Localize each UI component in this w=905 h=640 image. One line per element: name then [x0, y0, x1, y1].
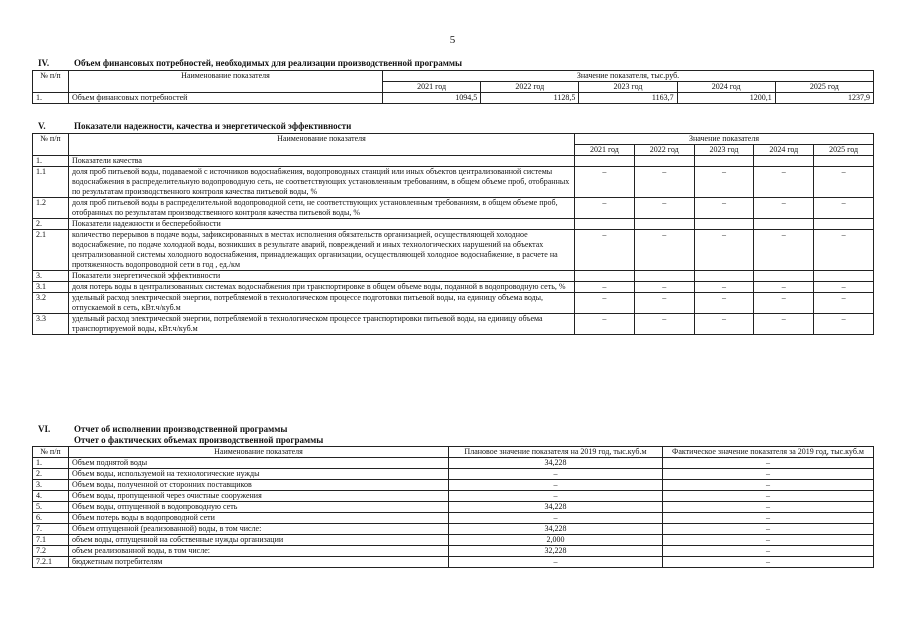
row-value-empty	[575, 219, 635, 230]
row-value: –	[694, 314, 754, 335]
group-name: Показатели надежности и бесперебойности	[69, 219, 575, 230]
table-row	[33, 230, 874, 271]
row-name: Объем поднятой воды	[69, 458, 449, 469]
row-name: доля потерь воды в централизованных системах водоснабжения при транспортировке в общем объеме воды, поданной в водопроводную сеть, %	[69, 282, 575, 293]
row-plan: 32,228	[449, 546, 663, 557]
row-num: 7.	[33, 524, 69, 535]
row-num: 2.1	[33, 230, 69, 271]
table-row	[33, 156, 874, 167]
row-num: 3.	[33, 480, 69, 491]
row-plan: –	[449, 557, 663, 568]
row-name: доля проб питьевой воды в распределительной водопроводной сети, не соответствующих установленным требованиям, в общем объеме проб, отобранных по результатам производственного контроля качества питьевой воды, %	[69, 198, 575, 219]
row-num: 1.1	[33, 167, 69, 198]
row-value-empty	[754, 219, 814, 230]
table-row	[33, 513, 874, 524]
row-value: 1200,1	[677, 93, 775, 104]
row-value-empty	[694, 219, 754, 230]
row-fact: –	[663, 502, 874, 513]
row-fact: –	[663, 469, 874, 480]
year-header: 2023 год	[694, 145, 754, 156]
row-value-empty	[814, 156, 874, 167]
row-value: –	[754, 314, 814, 335]
section6-subtitle: Отчет о фактических объемах производственной программы	[74, 435, 324, 445]
s6-col-num: № п/п	[33, 447, 69, 458]
table-row	[33, 282, 874, 293]
row-value: –	[575, 167, 635, 198]
row-num: 2.	[33, 469, 69, 480]
row-num: 1.	[33, 458, 69, 469]
row-plan: –	[449, 469, 663, 480]
row-value: –	[634, 167, 694, 198]
row-name: Объем потерь воды в водопроводной сети	[69, 513, 449, 524]
row-fact: –	[663, 524, 874, 535]
section6-title: VI. Отчет об исполнении производственной программы	[38, 424, 288, 434]
row-num: 3.3	[33, 314, 69, 335]
table-row	[33, 293, 874, 314]
row-name: удельный расход электрической энергии, потребляемой в технологическом процессе подготовки питьевой воды, на единицу объема воды, отпускаемой в сеть, кВт.ч/куб.м	[69, 293, 575, 314]
s4-col-value: Значение показателя, тыс.руб.	[383, 71, 874, 82]
row-value-empty	[814, 271, 874, 282]
row-value: –	[754, 230, 814, 271]
s4-col-name: Наименование показателя	[69, 71, 383, 93]
table-row	[33, 557, 874, 568]
row-name: Объем финансовых потребностей	[69, 93, 383, 104]
row-num: 3.2	[33, 293, 69, 314]
table-row	[33, 93, 874, 104]
row-value: –	[575, 198, 635, 219]
row-value: –	[634, 198, 694, 219]
year-header: 2025 год	[814, 145, 874, 156]
s5-col-value: Значение показателя	[575, 134, 874, 145]
s6-col-plan: Плановое значение показателя на 2019 год, тыс.куб.м	[449, 447, 663, 458]
row-value: –	[575, 314, 635, 335]
row-value-empty	[694, 156, 754, 167]
row-value: –	[694, 167, 754, 198]
row-name: удельный расход электрической энергии, потребляемой в технологическом процессе транспортировки питьевой воды, на единицу объема транспортируемой воды, кВт.ч/куб.м	[69, 314, 575, 335]
s5-col-num: № п/п	[33, 134, 69, 156]
year-header: 2022 год	[634, 145, 694, 156]
table-row	[33, 458, 874, 469]
row-fact: –	[663, 491, 874, 502]
year-header: 2024 год	[677, 82, 775, 93]
row-fact: –	[663, 513, 874, 524]
row-value: 1094,5	[383, 93, 481, 104]
row-num: 3.1	[33, 282, 69, 293]
row-value: –	[575, 282, 635, 293]
group-name: Показатели качества	[69, 156, 575, 167]
row-value-empty	[634, 271, 694, 282]
row-fact: –	[663, 546, 874, 557]
row-value: –	[634, 293, 694, 314]
table-row	[33, 219, 874, 230]
row-value: –	[814, 167, 874, 198]
row-num: 1.	[33, 93, 69, 104]
row-fact: –	[663, 535, 874, 546]
row-plan: –	[449, 513, 663, 524]
row-plan: –	[449, 480, 663, 491]
row-plan: –	[449, 491, 663, 502]
year-header: 2025 год	[775, 82, 873, 93]
row-value-empty	[575, 156, 635, 167]
row-fact: –	[663, 557, 874, 568]
row-value: 1237,9	[775, 93, 873, 104]
group-name: Показатели энергетической эффективности	[69, 271, 575, 282]
row-value: 1163,7	[579, 93, 677, 104]
row-value-empty	[754, 156, 814, 167]
row-name: объем реализованной воды, в том числе:	[69, 546, 449, 557]
s6-col-fact: Фактическое значение показателя за 2019 год, тыс.куб.м	[663, 447, 874, 458]
row-name: Объем воды, пропущенной через очистные сооружения	[69, 491, 449, 502]
row-value: –	[634, 282, 694, 293]
row-value: –	[694, 282, 754, 293]
year-header: 2021 год	[383, 82, 481, 93]
row-value: –	[754, 167, 814, 198]
row-num: 5.	[33, 502, 69, 513]
page-number: 5	[449, 34, 456, 46]
row-value: –	[754, 293, 814, 314]
row-num: 1.	[33, 156, 69, 167]
row-value-empty	[694, 271, 754, 282]
row-value-empty	[634, 156, 694, 167]
row-plan: 34,228	[449, 502, 663, 513]
row-value-empty	[575, 271, 635, 282]
section6-table	[32, 446, 874, 568]
row-value: –	[814, 282, 874, 293]
row-value: –	[694, 293, 754, 314]
row-name: Объем воды, полученной от сторонних поставщиков	[69, 480, 449, 491]
table-row	[33, 167, 874, 198]
row-name: объем воды, отпущенной на собственные нужды организации	[69, 535, 449, 546]
row-plan: 2,000	[449, 535, 663, 546]
table-row	[33, 469, 874, 480]
row-value: –	[814, 230, 874, 271]
row-value: –	[634, 230, 694, 271]
row-name: бюджетным потребителям	[69, 557, 449, 568]
row-num: 7.2	[33, 546, 69, 557]
row-name: Объем воды, отпущенной в водопроводную сеть	[69, 502, 449, 513]
row-value: 1128,5	[481, 93, 579, 104]
table-row	[33, 271, 874, 282]
s4-col-num: № п/п	[33, 71, 69, 93]
row-value-empty	[814, 219, 874, 230]
row-fact: –	[663, 480, 874, 491]
row-fact: –	[663, 458, 874, 469]
row-plan: 34,228	[449, 458, 663, 469]
year-header: 2021 год	[575, 145, 635, 156]
row-value: –	[754, 198, 814, 219]
row-name: доля проб питьевой воды, подаваемой с источников водоснабжения, водопроводных станций или иных объектов централизованной системы водоснабжения в распределительную водопроводную сеть, не соответствующих установленным требованиям, в общем объеме проб, отобранных по результатам производственного контроля качества питьевой воды, %	[69, 167, 575, 198]
section4-title: IV. Объем финансовых потребностей, необходимых для реализации производственной программы	[38, 58, 463, 68]
table-row	[33, 314, 874, 335]
table-row	[33, 198, 874, 219]
section5-title: V. Показатели надежности, качества и энергетической эффективности	[38, 121, 352, 131]
table-row	[33, 491, 874, 502]
year-header: 2024 год	[754, 145, 814, 156]
row-num: 2.	[33, 219, 69, 230]
section5-table	[32, 133, 874, 335]
row-value-empty	[634, 219, 694, 230]
year-header: 2022 год	[481, 82, 579, 93]
row-value: –	[694, 230, 754, 271]
row-value: –	[814, 198, 874, 219]
row-value-empty	[754, 271, 814, 282]
s5-col-name: Наименование показателя	[69, 134, 575, 156]
row-name: Объем воды, используемой на технологические нужды	[69, 469, 449, 480]
table-row	[33, 480, 874, 491]
year-header: 2023 год	[579, 82, 677, 93]
table-row	[33, 524, 874, 535]
section4-table	[32, 70, 874, 104]
table-row	[33, 502, 874, 513]
s6-col-name: Наименование показателя	[69, 447, 449, 458]
row-num: 7.1	[33, 535, 69, 546]
row-num: 6.	[33, 513, 69, 524]
row-num: 3.	[33, 271, 69, 282]
table-row	[33, 535, 874, 546]
row-plan: 34,228	[449, 524, 663, 535]
row-name: количество перерывов в подаче воды, зафиксированных в местах исполнения обязательств организацией, осуществляющей холодное водоснабжение, по подаче холодной воды, возникших в результате аварий, повреждений и иных технологических нарушений на объектах централизованной системы холодного водоснабжения, принадлежащих организации, осуществляющей холодное водоснабжение, в расчете на протяженность водопроводной сети в год , ед./км	[69, 230, 575, 271]
row-value: –	[575, 293, 635, 314]
row-value: –	[814, 293, 874, 314]
row-value: –	[634, 314, 694, 335]
row-num: 1.2	[33, 198, 69, 219]
row-name: Объем отпущенной (реализованной) воды, в том числе:	[69, 524, 449, 535]
row-value: –	[694, 198, 754, 219]
row-num: 4.	[33, 491, 69, 502]
row-value: –	[814, 314, 874, 335]
row-value: –	[575, 230, 635, 271]
row-num: 7.2.1	[33, 557, 69, 568]
row-value: –	[754, 282, 814, 293]
table-row	[33, 546, 874, 557]
